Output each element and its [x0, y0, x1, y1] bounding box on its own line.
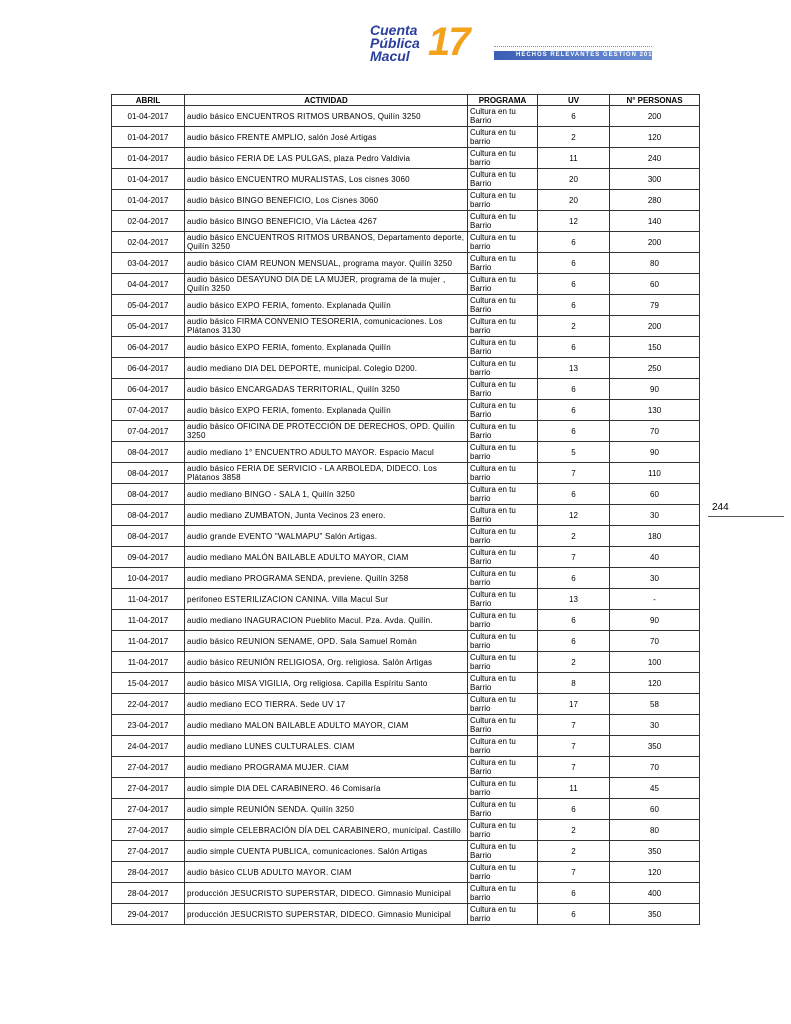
cell-date: 05-04-2017 [112, 295, 185, 316]
table-row [112, 358, 700, 379]
cell-persons: 300 [610, 169, 700, 190]
cell-activity: audio básico BINGO BENEFICIO, Vía Láctea 4267 [185, 211, 468, 232]
table-row [112, 253, 700, 274]
table-row [112, 337, 700, 358]
header-logo [360, 22, 660, 72]
cell-program: Cultura en tu barrio [468, 568, 538, 589]
cell-program: Cultura en tu Barrio [468, 505, 538, 526]
cell-activity: audio mediano ZUMBATON, Junta Vecinos 23 enero. [185, 505, 468, 526]
cell-date: 08-04-2017 [112, 463, 185, 484]
cell-activity: audio simple CELEBRACIÓN DÍA DEL CARABINERO, municipal. Castillo [185, 820, 468, 841]
page-number-rule [708, 516, 784, 517]
cell-date: 09-04-2017 [112, 547, 185, 568]
logo-year: 17 [428, 20, 469, 64]
table-body [112, 106, 700, 925]
cell-activity: audio mediano DIA DEL DEPORTE, municipal. Colegio D200. [185, 358, 468, 379]
cell-program: Cultura en tu barrio [468, 232, 538, 253]
table-row [112, 652, 700, 673]
cell-uv: 2 [538, 820, 610, 841]
cell-activity: audio básico ENCUENTRO MURALISTAS, Los cisnes 3060 [185, 169, 468, 190]
cell-date: 27-04-2017 [112, 778, 185, 799]
cell-persons: 60 [610, 274, 700, 295]
table-row [112, 127, 700, 148]
cell-activity: audio básico FERIA DE SERVICIO - LA ARBOLEDA, DIDECO. Los Plátanos 3858 [185, 463, 468, 484]
cell-uv: 2 [538, 127, 610, 148]
cell-activity: audio simple CUENTA PUBLICA, comunicaciones. Salón Artigas [185, 841, 468, 862]
cell-date: 24-04-2017 [112, 736, 185, 757]
cell-program: Cultura en tu Barrio [468, 274, 538, 295]
table-row [112, 883, 700, 904]
cell-activity: audio mediano PROGRAMA MUJER. CIAM [185, 757, 468, 778]
cell-program: Cultura en tu barrio [468, 883, 538, 904]
cell-uv: 6 [538, 253, 610, 274]
cell-uv: 6 [538, 106, 610, 127]
header-program: PROGRAMA [468, 95, 538, 106]
cell-uv: 7 [538, 757, 610, 778]
cell-activity: audio básico BINGO BENEFICIO, Los Cisnes 3060 [185, 190, 468, 211]
cell-uv: 6 [538, 232, 610, 253]
logo-line-3: Macul [370, 48, 410, 64]
cell-activity: audio básico ENCARGADAS TERRITORIAL, Quilín 3250 [185, 379, 468, 400]
activities-table [111, 94, 700, 925]
cell-program: Cultura en tu barrio [468, 610, 538, 631]
logo-line-1: Cuenta [370, 22, 418, 38]
cell-activity: audio mediano PROGRAMA SENDA, previene. Quilín 3258 [185, 568, 468, 589]
cell-date: 01-04-2017 [112, 190, 185, 211]
cell-activity: perifoneo ESTERILIZACION CANINA. Villa Macul Sur [185, 589, 468, 610]
cell-uv: 7 [538, 715, 610, 736]
cell-persons: 180 [610, 526, 700, 547]
cell-program: Cultura en tu barrio [468, 463, 538, 484]
cell-activity: audio básico EXPO FERIA, fomento. Explanada Quilín [185, 337, 468, 358]
cell-program: Cultura en tu barrio [468, 148, 538, 169]
cell-date: 06-04-2017 [112, 379, 185, 400]
cell-activity: audio básico CIAM REUNON MENSUAL, programa mayor. Quilín 3250 [185, 253, 468, 274]
table-row [112, 715, 700, 736]
cell-persons: 140 [610, 211, 700, 232]
table-row [112, 757, 700, 778]
cell-persons: 30 [610, 505, 700, 526]
cell-activity: audio mediano MALON BAILABLE ADULTO MAYOR, CIAM [185, 715, 468, 736]
cell-program: Cultura en tu barrio [468, 631, 538, 652]
cell-uv: 2 [538, 526, 610, 547]
cell-persons: 90 [610, 379, 700, 400]
cell-persons: 80 [610, 820, 700, 841]
cell-persons: 200 [610, 232, 700, 253]
cell-date: 05-04-2017 [112, 316, 185, 337]
cell-date: 01-04-2017 [112, 127, 185, 148]
cell-uv: 5 [538, 442, 610, 463]
cell-date: 27-04-2017 [112, 841, 185, 862]
cell-activity: audio mediano INAGURACION Pueblito Macul. Pza. Avda. Quilín. [185, 610, 468, 631]
cell-persons: 400 [610, 883, 700, 904]
cell-uv: 6 [538, 337, 610, 358]
cell-persons: 60 [610, 799, 700, 820]
cell-activity: audio básico ENCUENTROS RITMOS URBANOS, Quilín 3250 [185, 106, 468, 127]
table-row [112, 232, 700, 253]
cell-program: Cultura en tu Barrio [468, 295, 538, 316]
cell-uv: 2 [538, 652, 610, 673]
table-row [112, 526, 700, 547]
cell-uv: 6 [538, 799, 610, 820]
cell-activity: audio básico CLUB ADULTO MAYOR. CIAM [185, 862, 468, 883]
cell-program: Cultura en tu barrio [468, 820, 538, 841]
table-row [112, 379, 700, 400]
cell-persons: 200 [610, 106, 700, 127]
cell-uv: 11 [538, 148, 610, 169]
cell-persons: 80 [610, 253, 700, 274]
cell-program: Cultura en tu Barrio [468, 379, 538, 400]
cell-persons: 70 [610, 631, 700, 652]
table-row [112, 442, 700, 463]
cell-persons: 350 [610, 736, 700, 757]
cell-activity: audio simple DIA DEL CARABINERO. 46 Comisaría [185, 778, 468, 799]
cell-uv: 7 [538, 547, 610, 568]
cell-activity: audio básico FIRMA CONVENIO TESORERIA, comunicaciones. Los Plátanos 3130 [185, 316, 468, 337]
cell-program: Cultura en tu barrio [468, 778, 538, 799]
cell-program: Cultura en tu Barrio [468, 547, 538, 568]
cell-date: 27-04-2017 [112, 757, 185, 778]
cell-program: Cultura en tu barrio [468, 904, 538, 925]
cell-activity: audio simple REUNIÓN SENDA. Quilín 3250 [185, 799, 468, 820]
cell-uv: 6 [538, 883, 610, 904]
cell-program: Cultura en tu barrio [468, 484, 538, 505]
cell-date: 07-04-2017 [112, 400, 185, 421]
cell-uv: 6 [538, 484, 610, 505]
cell-uv: 12 [538, 505, 610, 526]
table-row [112, 169, 700, 190]
table-row [112, 400, 700, 421]
cell-persons: 240 [610, 148, 700, 169]
table-row [112, 106, 700, 127]
cell-activity: audio básico OFICINA DE PROTECCIÓN DE DERECHOS, OPD. Quilín 3250 [185, 421, 468, 442]
cell-persons: 70 [610, 421, 700, 442]
cell-uv: 7 [538, 862, 610, 883]
table-row [112, 547, 700, 568]
cell-program: Cultura en tu barrio [468, 127, 538, 148]
table-row [112, 673, 700, 694]
cell-program: Cultura en tu barrio [468, 694, 538, 715]
cell-program: Cultura en tu Barrio [468, 757, 538, 778]
cell-date: 23-04-2017 [112, 715, 185, 736]
table-row [112, 148, 700, 169]
cell-persons: 350 [610, 841, 700, 862]
cell-uv: 13 [538, 589, 610, 610]
cell-persons: 30 [610, 715, 700, 736]
table-row [112, 190, 700, 211]
cell-uv: 7 [538, 463, 610, 484]
cell-program: Cultura en tu Barrio [468, 673, 538, 694]
cell-activity: audio básico EXPO FERIA, fomento. Explanada Quilín [185, 295, 468, 316]
table-row [112, 862, 700, 883]
cell-activity: producción JESUCRISTO SUPERSTAR, DIDECO. Gimnasio Municipal [185, 883, 468, 904]
cell-program: Cultura en tu barrio [468, 526, 538, 547]
cell-date: 06-04-2017 [112, 358, 185, 379]
cell-uv: 6 [538, 295, 610, 316]
cell-program: Cultura en tu Barrio [468, 589, 538, 610]
cell-activity: audio básico REUNION SENAME, OPD. Sala Samuel Román [185, 631, 468, 652]
table-row [112, 694, 700, 715]
table-row [112, 274, 700, 295]
cell-activity: audio básico FERIA DE LAS PULGAS, plaza Pedro Valdivia [185, 148, 468, 169]
cell-uv: 6 [538, 631, 610, 652]
cell-program: Cultura en tu barrio [468, 736, 538, 757]
cell-program: Cultura en tu Barrio [468, 253, 538, 274]
cell-program: Cultura en tu Barrio [468, 106, 538, 127]
cell-activity: audio básico REUNIÓN RELIGIOSA, Org. religiosa. Salón Artigas [185, 652, 468, 673]
cell-date: 28-04-2017 [112, 883, 185, 904]
cell-persons: 120 [610, 127, 700, 148]
cell-persons: 100 [610, 652, 700, 673]
table-row [112, 211, 700, 232]
cell-persons: 280 [610, 190, 700, 211]
cell-date: 08-04-2017 [112, 526, 185, 547]
cell-persons: 350 [610, 904, 700, 925]
header-persons: N° PERSONAS [610, 95, 700, 106]
cell-date: 27-04-2017 [112, 799, 185, 820]
table-row [112, 778, 700, 799]
cell-activity: audio mediano ECO TIERRA. Sede UV 17 [185, 694, 468, 715]
cell-date: 11-04-2017 [112, 652, 185, 673]
page-number: 244 [712, 502, 729, 513]
header-activity: ACTIVIDAD [185, 95, 468, 106]
header-uv: UV [538, 95, 610, 106]
cell-persons: - [610, 589, 700, 610]
cell-persons: 30 [610, 568, 700, 589]
cell-uv: 6 [538, 610, 610, 631]
cell-uv: 6 [538, 568, 610, 589]
cell-persons: 90 [610, 610, 700, 631]
cell-activity: audio mediano 1° ENCUENTRO ADULTO MAYOR. Espacio Macul [185, 442, 468, 463]
cell-program: Cultura en tu Barrio [468, 169, 538, 190]
table-row [112, 610, 700, 631]
cell-date: 08-04-2017 [112, 442, 185, 463]
table-header-row [112, 95, 700, 106]
table-row [112, 316, 700, 337]
cell-date: 11-04-2017 [112, 589, 185, 610]
cell-date: 01-04-2017 [112, 106, 185, 127]
table-row [112, 799, 700, 820]
cell-program: Cultura en tu barrio [468, 316, 538, 337]
cell-persons: 130 [610, 400, 700, 421]
table-row [112, 736, 700, 757]
cell-persons: 120 [610, 862, 700, 883]
cell-activity: audio mediano BINGO - SALA 1, Quilín 3250 [185, 484, 468, 505]
cell-date: 01-04-2017 [112, 169, 185, 190]
cell-uv: 13 [538, 358, 610, 379]
cell-persons: 250 [610, 358, 700, 379]
cell-program: Cultura en tu Barrio [468, 715, 538, 736]
cell-persons: 45 [610, 778, 700, 799]
table-row [112, 904, 700, 925]
logo-line-2: Pública [370, 35, 420, 51]
cell-program: Cultura en tu barrio [468, 862, 538, 883]
cell-uv: 6 [538, 400, 610, 421]
cell-date: 10-04-2017 [112, 568, 185, 589]
cell-program: Cultura en tu Barrio [468, 841, 538, 862]
table-row [112, 421, 700, 442]
cell-uv: 6 [538, 274, 610, 295]
cell-date: 15-04-2017 [112, 673, 185, 694]
logo-divider [494, 46, 652, 50]
cell-date: 28-04-2017 [112, 862, 185, 883]
table-row [112, 568, 700, 589]
cell-date: 08-04-2017 [112, 505, 185, 526]
cell-program: Cultura en tu barrio [468, 652, 538, 673]
header-month: ABRIL [112, 95, 185, 106]
cell-persons: 70 [610, 757, 700, 778]
cell-persons: 40 [610, 547, 700, 568]
cell-uv: 17 [538, 694, 610, 715]
cell-date: 22-04-2017 [112, 694, 185, 715]
table-row [112, 463, 700, 484]
table-row [112, 589, 700, 610]
cell-program: Cultura en tu barrio [468, 190, 538, 211]
cell-date: 11-04-2017 [112, 631, 185, 652]
cell-date: 01-04-2017 [112, 148, 185, 169]
logo-wordmark [370, 24, 420, 63]
cell-uv: 6 [538, 379, 610, 400]
cell-persons: 120 [610, 673, 700, 694]
logo-subtitle: HECHOS RELEVANTES GESTIÓN 2017 [516, 52, 657, 58]
cell-date: 07-04-2017 [112, 421, 185, 442]
cell-activity: audio básico DESAYUNO DIA DE LA MUJER, programa de la mujer , Quilín 3250 [185, 274, 468, 295]
cell-date: 02-04-2017 [112, 211, 185, 232]
cell-uv: 11 [538, 778, 610, 799]
cell-program: Cultura en tu barrio [468, 358, 538, 379]
cell-program: Cultura en tu Barrio [468, 400, 538, 421]
cell-uv: 12 [538, 211, 610, 232]
cell-activity: audio básico EXPO FERIA, fomento. Explanada Quilín [185, 400, 468, 421]
cell-activity: audio básico ENCUENTROS RITMOS URBANOS, Departamento deporte, Quilín 3250 [185, 232, 468, 253]
cell-date: 29-04-2017 [112, 904, 185, 925]
cell-uv: 6 [538, 904, 610, 925]
cell-date: 06-04-2017 [112, 337, 185, 358]
cell-uv: 20 [538, 190, 610, 211]
cell-activity: audio básico FRENTE AMPLIO, salón José Artigas [185, 127, 468, 148]
cell-uv: 2 [538, 316, 610, 337]
cell-persons: 60 [610, 484, 700, 505]
cell-persons: 79 [610, 295, 700, 316]
cell-activity: audio grande EVENTO "WALMAPU" Salón Artigas. [185, 526, 468, 547]
cell-date: 02-04-2017 [112, 232, 185, 253]
cell-activity: producción JESUCRISTO SUPERSTAR, DIDECO. Gimnasio Municipal [185, 904, 468, 925]
cell-date: 11-04-2017 [112, 610, 185, 631]
table-row [112, 631, 700, 652]
cell-date: 03-04-2017 [112, 253, 185, 274]
cell-persons: 90 [610, 442, 700, 463]
cell-uv: 20 [538, 169, 610, 190]
cell-activity: audio básico MISA VIGILIA, Org religiosa. Capilla Espíritu Santo [185, 673, 468, 694]
cell-uv: 8 [538, 673, 610, 694]
cell-persons: 58 [610, 694, 700, 715]
cell-program: Cultura en tu Barrio [468, 421, 538, 442]
cell-persons: 110 [610, 463, 700, 484]
cell-date: 08-04-2017 [112, 484, 185, 505]
table-row [112, 505, 700, 526]
cell-date: 27-04-2017 [112, 820, 185, 841]
cell-persons: 200 [610, 316, 700, 337]
cell-activity: audio mediano LUNES CULTURALES. CIAM [185, 736, 468, 757]
table-row [112, 484, 700, 505]
table-row [112, 295, 700, 316]
cell-persons: 150 [610, 337, 700, 358]
cell-uv: 6 [538, 421, 610, 442]
table-row [112, 841, 700, 862]
cell-uv: 2 [538, 841, 610, 862]
cell-program: Cultura en tu Barrio [468, 211, 538, 232]
cell-program: Cultura en tu Barrio [468, 799, 538, 820]
cell-program: Cultura en tu Barrio [468, 337, 538, 358]
cell-activity: audio mediano MALÓN BAILABLE ADULTO MAYOR, CIAM [185, 547, 468, 568]
cell-program: Cultura en tu barrio [468, 442, 538, 463]
cell-uv: 7 [538, 736, 610, 757]
table-row [112, 820, 700, 841]
cell-date: 04-04-2017 [112, 274, 185, 295]
